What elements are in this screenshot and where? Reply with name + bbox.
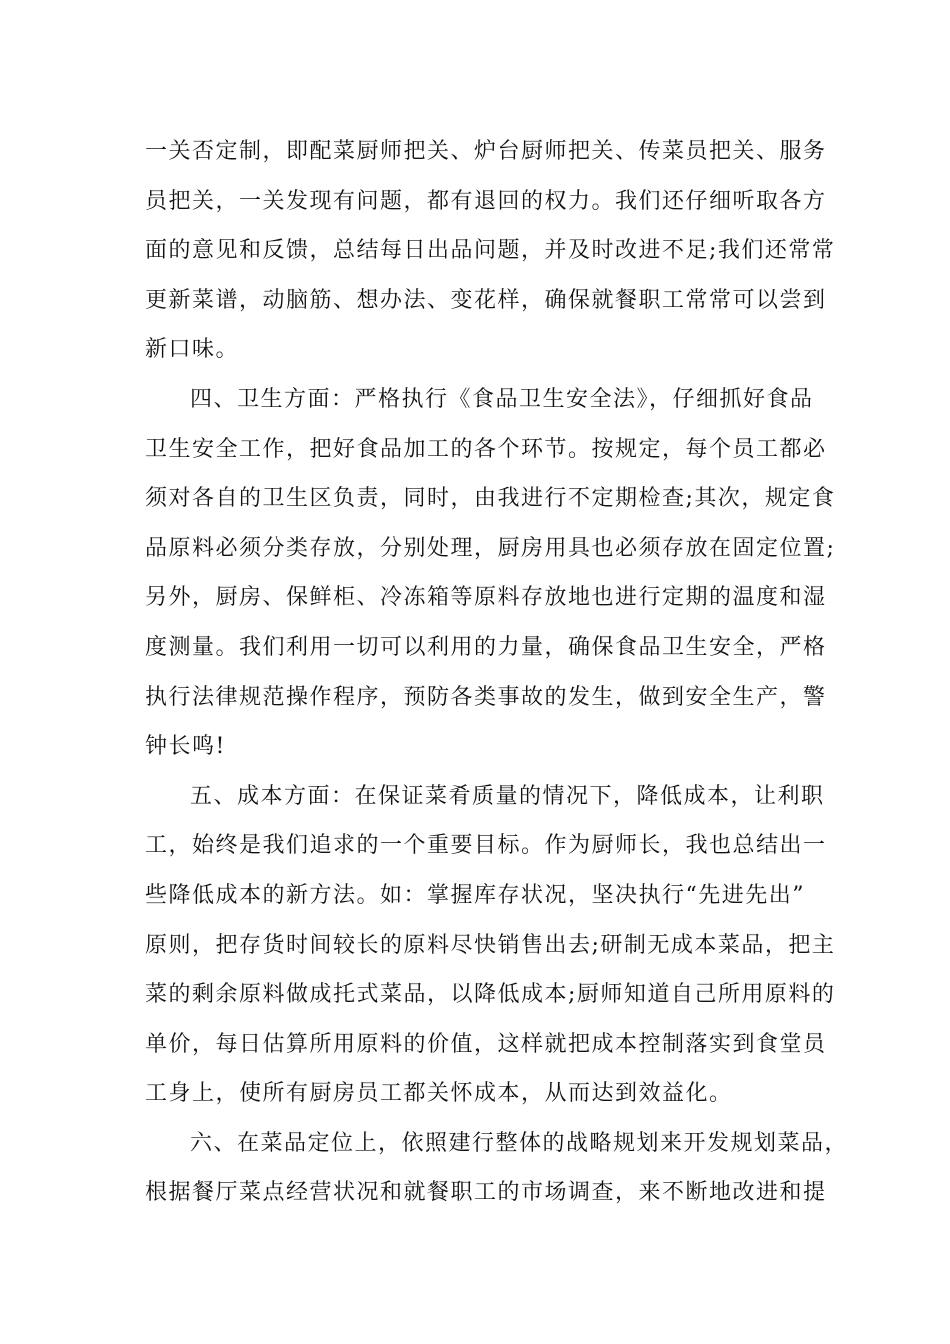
paragraph-start-line: 四、卫生方面：严格执行《食品卫生安全法》，仔细抓好食品: [190, 386, 814, 412]
text-line: 品原料必须分类存放，分别处理，厨房用具也必须存放在固定位置;: [145, 535, 836, 561]
text-line: 菜的剩余原料做成托式菜品，以降低成本;厨师知道自己所用原料的: [145, 982, 836, 1008]
text-line: 工，始终是我们追求的一个重要目标。作为厨师长，我也总结出一: [145, 833, 827, 859]
text-line: 另外，厨房、保鲜柜、冷冻箱等原料存放地也进行定期的温度和湿: [145, 585, 827, 611]
text-line: 更新菜谱，动脑筋、想办法、变花样，确保就餐职工常常可以尝到: [145, 287, 827, 313]
text-line: 单价，每日估算所用原料的价值，这样就把成本控制落实到食堂员: [145, 1031, 827, 1057]
text-line: 些降低成本的新方法。如：掌握库存状况，坚决执行“先进先出”: [145, 882, 805, 908]
text-line: 原则，把存货时间较长的原料尽快销售出去;研制无成本菜品，把主: [145, 932, 836, 958]
paragraph-start-line: 六、在菜品定位上，依照建行整体的战略规划来开发规划菜品，: [190, 1130, 849, 1156]
text-line: 面的意见和反馈，总结每日出品问题，并及时改进不足;我们还常常: [145, 238, 836, 264]
paragraph-start-line: 五、成本方面：在保证菜肴质量的情况下，降低成本，让利职: [190, 783, 825, 809]
text-line: 新口味。: [145, 337, 240, 363]
text-line: 须对各自的卫生区负责，同时，由我进行不定期检查;其次，规定食: [145, 486, 836, 512]
text-line: 卫生安全工作，把好食品加工的各个环节。按规定，每个员工都必: [145, 436, 827, 462]
text-line: 员把关，一关发现有问题，都有退回的权力。我们还仔细听取各方: [145, 188, 827, 214]
text-line: 根据餐厅菜点经营状况和就餐职工的市场调查，来不断地改进和提: [145, 1180, 827, 1206]
document-page: [145, 127, 849, 1218]
text-line: 度测量。我们利用一切可以利用的力量，确保食品卫生安全，严格: [145, 634, 827, 660]
text-line: 钟长鸣!: [145, 734, 226, 760]
text-line: 执行法律规范操作程序，预防各类事故的发生，做到安全生产，警: [145, 684, 827, 710]
text-line: 工身上，使所有厨房员工都关怀成本，从而达到效益化。: [145, 1081, 733, 1107]
text-line: 一关否定制，即配菜厨师把关、炉台厨师把关、传菜员把关、服务: [145, 139, 827, 164]
